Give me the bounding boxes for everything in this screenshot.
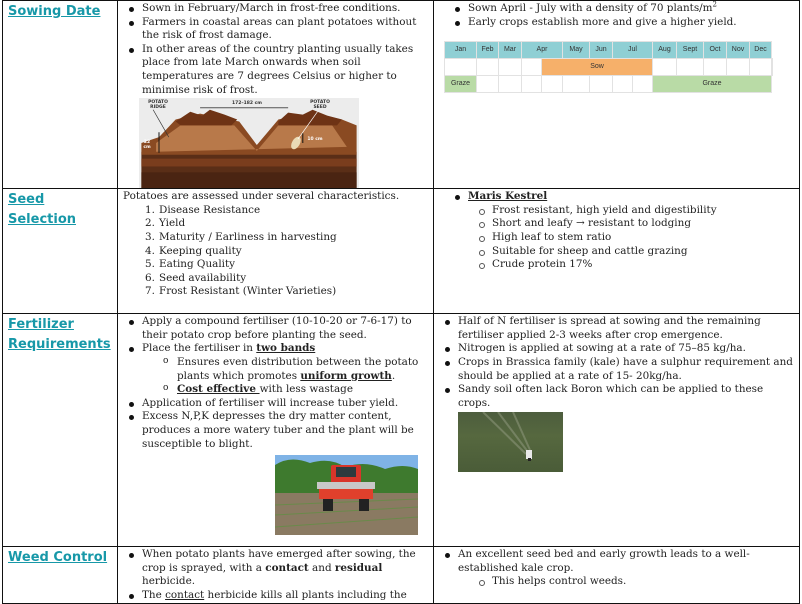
kale-variety-list [439,190,795,204]
heading-line: Selection [8,212,77,228]
kale-sowing-cell [434,1,800,189]
heading-line: Seed [8,192,45,208]
potato-fertilizer-list-2 [123,397,429,451]
list-item: Place the fertiliser in two bands [123,342,429,356]
potato-seed-cell [118,189,434,314]
field-spraying-photo [458,412,563,472]
kale-weed-sublist [439,575,795,589]
heading-sowing-date[interactable]: Sowing Date [8,4,101,19]
month-cell: Feb [477,42,499,59]
ridge-cross-section-illustration [139,98,359,188]
emphasis: two bands [256,342,316,355]
list-item: 3. Maturity / Earliness in harvesting [145,230,337,243]
potato-weed-list [123,548,429,602]
heading-weed-control[interactable]: Weed Control [8,550,108,566]
potato-fertilizer-list [123,315,429,356]
list-item: o Ensures even distribution between the potato plants which promotes uniform growth. [123,356,429,383]
graze-period-bar-aug-dec: Graze [653,76,772,93]
month-cell: Mar [499,42,522,59]
heading-line: Requirements [8,337,111,353]
emphasis: contact [165,588,205,601]
kale-fertilizer-cell [434,314,800,547]
heading-cell [3,547,118,603]
list-item: Application of fertiliser will increase tuber yield. [123,397,429,411]
list-item: High leaf to stem ratio [439,231,795,245]
row-sowing-date [3,1,800,189]
list-item: Sandy soil often lack Boron which can be applied to these crops. [439,383,795,410]
list-item: 1. Disease Resistance [145,203,261,216]
emphasis: contact [265,561,309,574]
heading-fertilizer-requirements[interactable] [8,315,111,355]
label-ridge-spacing: 172–182 cm [232,101,262,107]
month-cell: Oct [704,42,727,59]
kale-calendar-table [444,41,773,93]
month-cell: Jul [613,42,653,59]
row-seed-selection [3,189,800,314]
list-item: This helps control weeds. [439,575,795,589]
list-item: 4. Keeping quality [145,244,242,257]
month-cell: May [563,42,590,59]
month-cell: Aug [653,42,677,59]
list-item: Short and leafy → resistant to lodging [439,217,795,231]
label-ridge-height: 22 cm [143,140,151,151]
kale-sowing-list [439,2,795,29]
graze-period-bar-jan: Graze [445,76,477,93]
tractor-spreader-image [275,455,418,535]
month-cell: Jun [590,42,613,59]
list-item: 6. Seed availability [145,271,247,284]
heading-cell [3,314,118,547]
label-seed-depth: 10 cm [307,137,323,143]
potato-sowing-list [123,2,429,97]
label-potato-seed: POTATO SEED [310,100,330,111]
crop-comparison-table [2,0,800,604]
seed-intro: Potatoes are assessed under several characteristics. [123,190,400,203]
superscript: 2 [712,0,718,9]
fertiliser-spreader-photo [275,455,418,535]
potato-fertilizer-cell [118,314,434,547]
list-item: Crops in Brassica family (kale) have a sulphur requirement and should be applied at a rate of 15- 20kg/ha. [439,356,795,383]
list-item: o Cost effective with less wastage [123,383,429,397]
list-item: 2. Yield [145,217,186,230]
row-weed-control [3,547,800,603]
kale-seed-cell [434,189,800,314]
list-item: Frost resistant, high yield and digestibility [439,204,795,218]
list-item: The contact herbicide kills all plants including the [123,589,429,603]
kale-fertilizer-list [439,315,795,410]
list-item: When potato plants have emerged after sowing, the crop is sprayed, with a contact and residual herbicide. [123,548,429,589]
month-cell: Dec [750,42,772,59]
list-item: 7. Frost Resistant (Winter Varieties) [145,285,337,298]
list-item: Farmers in coastal areas can plant potatoes without the risk of frost damage. [123,16,429,43]
variety-name: Maris Kestrel [468,190,548,203]
fertilizer-sublist [123,356,429,397]
row-fertilizer [3,314,800,547]
list-item: Half of N fertiliser is spread at sowing and the remaining fertiliser applied 2-3 weeks after crop emergence. [439,315,795,342]
seed-characteristics-list [123,204,429,299]
list-item: In other areas of the country planting usually takes place from late March onwards when soil temperatures are 7 degrees Celsius or higher to minimise risk of frost. [123,43,429,97]
calendar-graze-row [445,76,773,93]
month-cell: Jan [445,42,477,59]
aerial-field-sprayer-image [458,412,563,472]
list-item: Crude protein 17% [439,258,795,272]
month-cell: Nov [727,42,750,59]
list-item [449,2,795,16]
potato-sowing-cell [118,1,434,189]
list-item: Sown in February/March in frost-free conditions. [123,2,429,16]
list-item [449,190,795,204]
emphasis: residual [334,561,383,574]
sow-period-bar: Sow [542,59,653,76]
calendar-month-row [445,42,773,59]
potato-weed-cell [118,547,434,603]
list-item: Excess N,P,K depresses the dry matter content, produces a more watery tuber and the plant will be susceptible to blight. [123,410,429,451]
list-item: An excellent seed bed and early growth leads to a well-established kale crop. [439,548,795,575]
heading-seed-selection[interactable] [8,190,76,230]
sowing-density-text: Sown April - July with a density of 70 plants/m [468,2,713,14]
kale-weed-cell [434,547,800,603]
calendar-sow-row [445,59,773,76]
list-item: Apply a compound fertiliser (10-10-20 or 7-6-17) to their potato crop before planting the seed. [123,315,429,342]
list-item: Suitable for sheep and cattle grazing [439,245,795,259]
heading-line: Fertilizer [8,317,74,333]
list-item: Early crops establish more and give a higher yield. [449,16,795,30]
potato-ridge-diagram [139,98,359,188]
month-cell: Apr [522,42,563,59]
kale-weed-list [439,548,795,575]
label-potato-ridge: POTATO RIDGE [148,100,168,111]
heading-cell [3,1,118,189]
heading-cell [3,189,118,314]
list-item: 5. Eating Quality [145,258,236,271]
emphasis: uniform growth [300,369,392,382]
list-item: Nitrogen is applied at sowing at a rate of 75–85 kg/ha. [439,342,795,356]
month-cell: Sept [677,42,704,59]
variety-traits-list [439,204,795,272]
emphasis: Cost effective [177,383,260,396]
